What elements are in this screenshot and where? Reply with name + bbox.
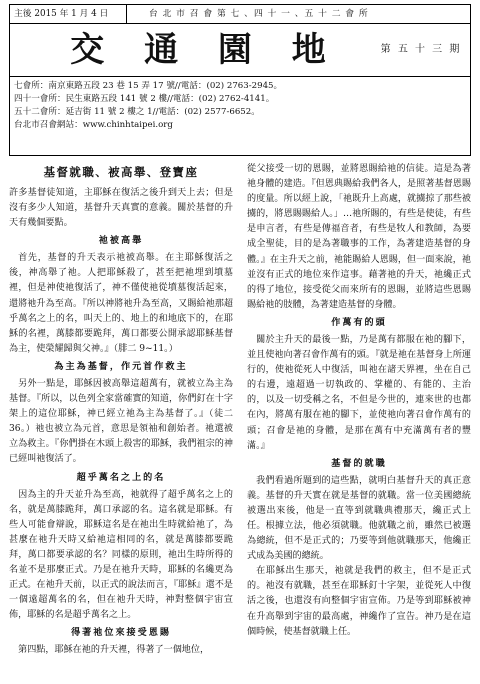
paragraph: 因為主的升天並升為至高，祂就得了超乎萬名之上的名，就是萬膝跪拜，萬口承認的名。這名就是耶穌。有些人可能會辯說，耶穌這名是在祂出生時就給祂了，為甚麼在祂升天時又給祂這相同的名，就是萬膝都要跪拜，萬口都要承認的名？同樣的原則，祂出生時所得的名並不是那麼正式。乃是在祂升天時，耶穌的名纔更為正式。在祂升天前，以正式的說法而言，『耶穌』還不是一個遠超萬名的名，但在祂升天時，神對整個宇宙宣佈，耶穌的名是超乎萬名之上。 bbox=[9, 489, 233, 621]
section-heading: 基督的就職 bbox=[331, 457, 387, 469]
masthead-top-line bbox=[10, 5, 470, 24]
paragraph: 許多基督徒知道，主耶穌在復活之後升到天上去；但是沒有多少人知道，基督升天真實的意義。關於基督的升天有幾個要點。 bbox=[9, 188, 233, 229]
section-heading: 得著祂位來接受恩賜 bbox=[71, 627, 171, 639]
bulletin-page bbox=[9, 4, 471, 682]
address-line: 五十二會所：延吉街 11 號 2 樓之 1//電話：(02) 2577-6652。 bbox=[14, 107, 260, 117]
article-title: 基督就職、被高舉、登寶座 bbox=[43, 165, 199, 179]
section-heading: 作萬有的頭 bbox=[331, 316, 387, 328]
address-block bbox=[10, 77, 470, 132]
newsletter-title: 交 通 園 地 bbox=[70, 30, 340, 70]
website-line[interactable]: 台北市召會網站：www.chinhtaipei.org bbox=[14, 120, 173, 130]
article-columns bbox=[9, 162, 471, 682]
masthead bbox=[9, 4, 471, 156]
paragraph: 另外一點是，耶穌因被高舉這超萬有，就被立為主為基督。『所以，以色列全家當確實的知道，你們釘在十字架上的這位耶穌，神已經立祂為主為基督了。』（徒二 36。）祂也被立為元首，意思是領袖和創始者。祂還被立為救主。『你們掛在木頭上殺害的耶穌，我們祖宗的神已經叫祂復活了。 bbox=[9, 378, 233, 465]
section-heading: 超乎萬名之上的名 bbox=[76, 471, 166, 483]
address-line: 七會所：南京東路五段 23 巷 15 弄 17 號//電話：(02) 2763-2945。 bbox=[14, 81, 283, 91]
right-column bbox=[247, 162, 471, 682]
paragraph: 第四點，耶穌在祂的升天裡，得著了一個地位， bbox=[18, 645, 210, 656]
church-assemblies: 台 北 市 召 會 第 七 、四 十 一 、五 十 二 會 所 bbox=[149, 9, 369, 19]
issue-number: 第 五 十 三 期 bbox=[380, 44, 462, 55]
paragraph: 從父接受一切的恩賜，並將恩賜給祂的信徒。這是為著祂身體的建造。『但恩典賜給我們各人，是照著基督恩賜的度量。所以經上說，「祂既升上高處，就擄掠了那些被擄的，將恩賜賜給人。」…祂所賜的，有些是使徒，有些是申言者，有些是傳福音者，有些是牧人和教師，為要成全聖徒，目的是為著職事的工作，為著建造基督的身體。』在主升天之前，祂能賜給人恩賜，但一面來說，祂並沒有正式的地位來作這事。藉著祂的升天，祂纔正式的得了地位，接受從父而來所有的恩賜，並將這些恩賜賜給祂的肢體，為著建造基督的身體。 bbox=[247, 164, 471, 310]
paragraph: 我們看過所題到的這些點，就明白基督升天的真正意義。基督的升天實在就是基督的就職。當一位美國總統被選出來後，他是一直等到就職典禮那天，纔正式上任。根據立法，他必須就職。他就職之前，雖然已被選為總統，但不是正式的；乃要等到他就職那天，他纔正式成為美國的總統。 bbox=[247, 475, 471, 562]
left-column bbox=[9, 162, 233, 682]
issue-date: 主後 2015 年 1 月 4 日 bbox=[10, 5, 127, 23]
paragraph: 關於主升天的最後一點，乃是萬有都服在祂的腳下，並且使祂向著召會作萬有的頭。『就是祂在基督身上所運行的，使祂從死人中復活，叫祂在諸天界裡，坐在自己的右邊，遠超過一切執政的、掌權的、有能的、主治的，以及一切受稱之名，不但是今世的，連來世的也都在內，將萬有服在祂的腳下，並使祂向著召會作萬有的頭；召會是祂的身體，是那在萬有中充滿萬有者的豐滿。』 bbox=[247, 334, 471, 451]
address-line: 四十一會所：民生東路五段 141 號 2 樓//電話：(02) 2762-4141。 bbox=[14, 94, 275, 104]
paragraph: 首先，基督的升天表示祂被高舉。在主耶穌復活之後，神高舉了祂。人把耶穌殺了，甚至把祂埋到墳墓裡，但是神使祂復活了，神不僅使祂從墳墓復活起來，還將祂升為至高。『所以神將祂升為至高，又賜給祂那超乎萬名之上的名，叫天上的、地上的和地底下的，在耶穌的名裡，萬膝都要跪拜，萬口都要公開承認耶穌基督為主，使榮耀歸與父神。』（腓二 9~11。） bbox=[9, 253, 233, 354]
paragraph: 在耶穌出生那天，祂就是我們的救主，但不是正式的。祂沒有就職，甚至在耶穌釘十字架，並從死人中復活之後，也還沒有向整個宇宙宣佈。乃是等到耶穌被神在升高舉到宇宙的最高處，神纔作了宣告。神乃是在這個時候，使基督就職上任。 bbox=[247, 566, 471, 637]
section-heading: 祂被高舉 bbox=[98, 235, 144, 247]
masthead-brand bbox=[10, 24, 470, 77]
section-heading: 為主為基督，作元首作救主 bbox=[54, 360, 188, 372]
